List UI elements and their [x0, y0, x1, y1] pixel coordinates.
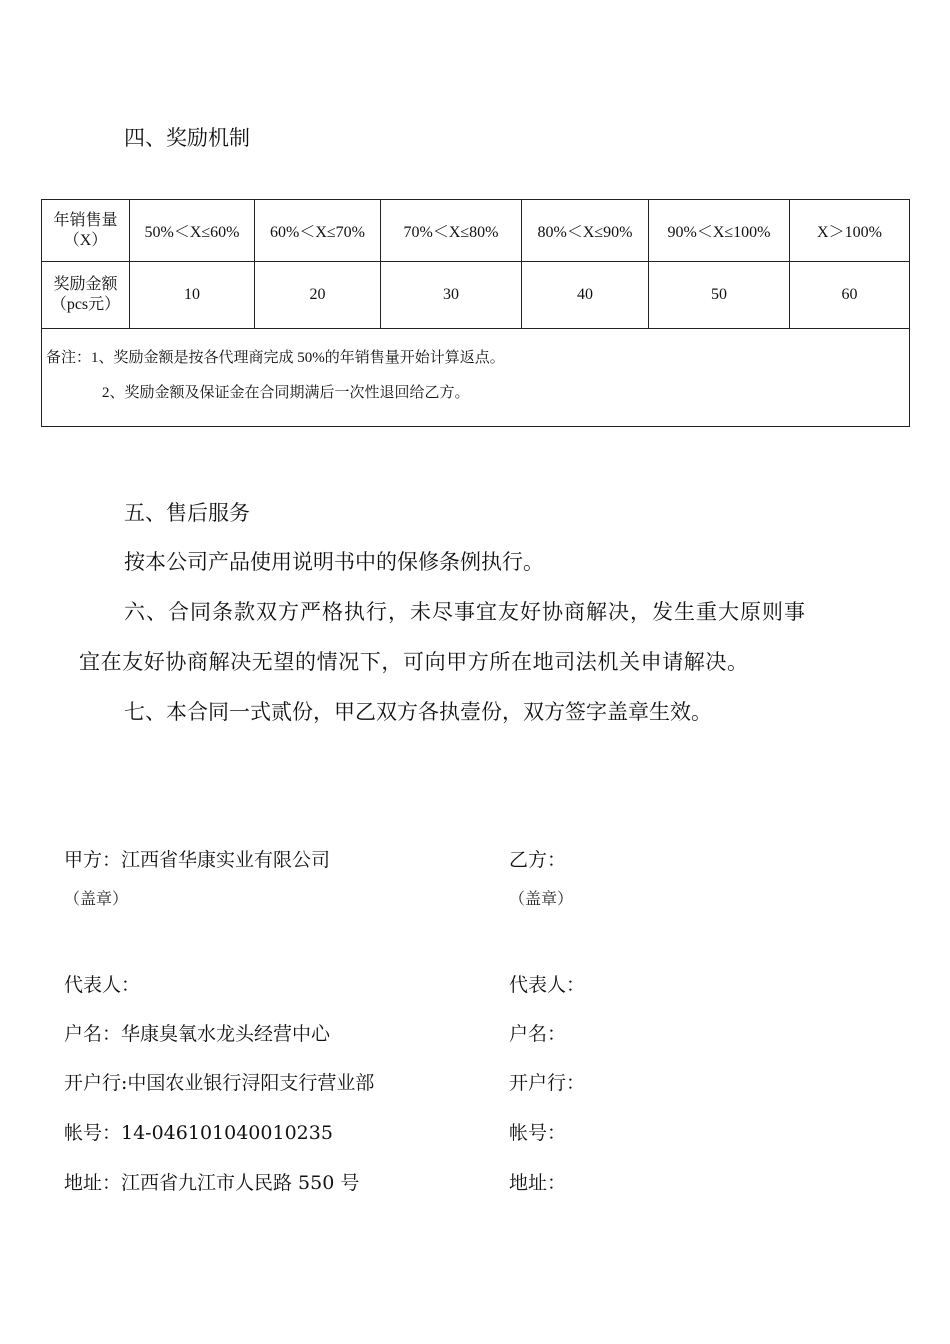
section-7-text: 七、本合同一式贰份，甲乙双方各执壹份，双方签字盖章生效。	[124, 700, 712, 724]
section-6-line-2: 宜在友好协商解决无望的情况下，可向甲方所在地司法机关申请解决。	[79, 650, 749, 674]
party-a-seal: （盖章）	[64, 889, 129, 908]
sales-range-cell: 50%＜X≤60%	[130, 200, 255, 262]
sales-range-cell: 70%＜X≤80%	[381, 200, 522, 262]
sales-range-cell: 80%＜X≤90%	[522, 200, 649, 262]
party-a-account-no: 帐号：14-046101040010235	[64, 1122, 333, 1144]
party-a-name: 甲方：江西省华康实业有限公司	[64, 849, 331, 871]
party-a-bank: 开户行:中国农业银行浔阳支行营业部	[64, 1072, 375, 1094]
section-6-line-1: 六、合同条款双方严格执行，未尽事宜友好协商解决，发生重大原则事	[124, 600, 806, 624]
reward-amount-cell: 20	[255, 262, 381, 329]
party-b-name: 乙方：	[509, 849, 567, 871]
sales-header-cell: 年销售量（X）	[42, 200, 130, 262]
reward-header-cell: 奖励金额（pcs元）	[42, 262, 130, 329]
note-line-1: 备注：1、奖励金额是按各代理商完成 50%的年销售量开始计算返点。	[46, 350, 505, 366]
note-line-2: 2、奖励金额及保证金在合同期满后一次性退回给乙方。	[102, 385, 470, 401]
party-b-representative: 代表人：	[509, 974, 586, 996]
reward-table	[41, 199, 910, 427]
section-5-title: 五、售后服务	[124, 501, 250, 525]
reward-amount-cell: 50	[649, 262, 790, 329]
party-b-bank: 开户行：	[509, 1072, 586, 1094]
table-row-notes	[42, 329, 910, 427]
sales-range-cell: 90%＜X≤100%	[649, 200, 790, 262]
table-row-reward	[42, 262, 910, 329]
reward-amount-cell: 30	[381, 262, 522, 329]
party-a-representative: 代表人：	[64, 974, 141, 996]
table-row-sales	[42, 200, 910, 262]
party-b-seal: （盖章）	[509, 889, 574, 908]
reward-amount-cell: 40	[522, 262, 649, 329]
party-a-account-name: 户名：华康臭氧水龙头经营中心	[64, 1023, 331, 1045]
party-b-account-name: 户名：	[509, 1023, 567, 1045]
sales-range-cell: 60%＜X≤70%	[255, 200, 381, 262]
sales-range-cell: X＞100%	[790, 200, 910, 262]
party-b-account-no: 帐号：	[509, 1122, 567, 1144]
party-b-address: 地址：	[509, 1172, 567, 1194]
section-5-body: 按本公司产品使用说明书中的保修条例执行。	[124, 550, 544, 574]
party-a-address: 地址：江西省九江市人民路 550 号	[64, 1172, 360, 1194]
reward-amount-cell: 60	[790, 262, 910, 329]
section-4-title: 四、奖励机制	[124, 126, 250, 150]
notes-cell	[42, 329, 910, 427]
reward-amount-cell: 10	[130, 262, 255, 329]
